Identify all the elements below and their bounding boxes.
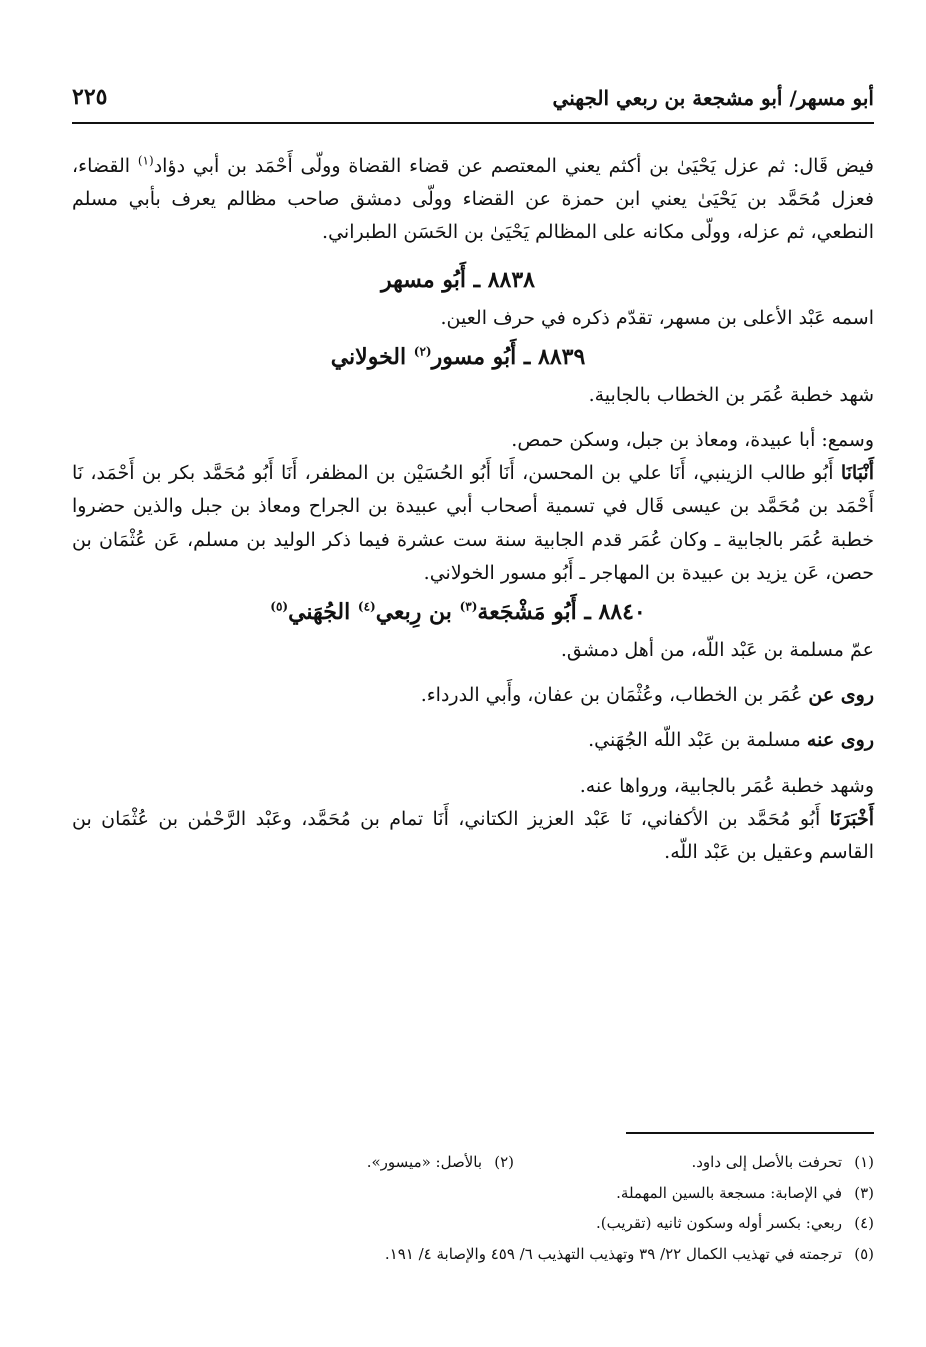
isnad-keyword: أَنْبَانَا: [840, 462, 874, 485]
entry-8839-line1: شهد خطبة عُمَر بن الخطاب بالجابية.: [588, 383, 874, 406]
footnote-2: (٢) بالأصل: «ميسور».: [366, 1153, 514, 1171]
footnote-ref: (٤): [357, 599, 376, 614]
footnote-5: (٥) ترجمته في تهذيب الكمال ٢٢/ ٣٩ وتهذيب التهذيب ٦/ ٤٥٩ والإصابة ٤/ ١٩١.: [384, 1244, 874, 1263]
main-text: [72, 150, 874, 869]
running-title: أبو مسهر/ أبو مشجعة بن ربعي الجهني: [552, 86, 874, 110]
entry-title-8838: ٨٨٣٨ ـ أَبُو مسهر: [381, 266, 535, 293]
entry-title-part: بن رِبعي: [375, 599, 460, 626]
footnote-3: (٣) في الإصابة: مسجعة بالسين المهملة.: [616, 1183, 874, 1202]
narrated-by-keyword: روى عنه: [806, 729, 874, 752]
isnad-text: أَبُو طالب الزينبي، أَنَا علي بن المحسن، أَنَا أَبُو الحُسَيْن بن المظفر، أَنَا أَبُو مُحَمَّد بكر بن أَحْمَد، نَا أَحْمَد بن مُحَمَّد بن عيسى قَال في تسمية أصحاب أبي عبيدة بن الجراح ومعاذ بن جبل والذين حضروا خطبة عُمَر بالجابية ـ وكان عُمَر قدم الجابية سنة ست عشرة فيما ذكر الوليد بن مسلم، عَن عُثْمَان بن حصن، عَن يزيد بن عبيدة بن المهاجر ـ أَبُو مسور الخولاني.: [72, 462, 874, 584]
isnad-text: أَبُو مُحَمَّد بن الأكفاني، نَا عَبْد العزيز الكتاني، أَنَا تمام بن مُحَمَّد، وعَبْد الرَّحْمٰن بن عُثْمَان بن القاسم وعقيل بن عَبْد اللّه.: [72, 807, 874, 864]
footnote-ref: (٢): [413, 344, 432, 359]
intro-text: فيض قَال: ثم عزل يَحْيَىٰ بن أكثم يعني المعتصم عن قضاء القضاة وولّى أَحْمَد بن أبي دؤاد: [153, 155, 874, 177]
footnote-1: (١) تحرفت بالأصل إلى داود.: [691, 1153, 874, 1171]
narrated-from-keyword: روى عن: [808, 684, 874, 707]
entry-8840-line4: وشهد خطبة عُمَر بالجابية، ورواها عنه.: [579, 774, 874, 797]
entry-title-8839: [72, 335, 874, 379]
entry-8840-line1: عمّ مسلمة بن عَبْد اللّه، من أهل دمشق.: [560, 639, 874, 662]
page-header: [72, 82, 874, 124]
entry-title-part: ٨٨٣٩ ـ أَبُو مسور: [431, 343, 586, 370]
footnote-separator: [626, 1132, 874, 1134]
entry-8840-isnad: [72, 803, 874, 869]
footnote-ref: (٥): [270, 599, 289, 614]
footnote-ref: (١): [137, 153, 154, 168]
entry-8840-rawa-an: [72, 679, 874, 712]
entry-8839-line2: وسمع: أبا عبيدة، ومعاذ بن جبل، وسكن حمص.: [511, 429, 874, 452]
footnote-4: (٤) ربعي: بكسر أوله وسكون ثانيه (تقريب).: [596, 1214, 874, 1232]
entry-8840-rawa-anhu: [72, 724, 874, 757]
isnad-keyword: أَخْبَرَنَا: [829, 807, 874, 830]
footnotes: [72, 1147, 874, 1269]
narrated-from-text: عُمَر بن الخطاب، وعُثْمَان بن عفان، وأَبي الدرداء.: [420, 684, 809, 707]
entry-title-part: الجُهَني: [288, 599, 358, 626]
entry-title-part: ٨٨٤٠ ـ أَبُو مَشْجَعة: [477, 599, 646, 626]
page-number: ٢٢٥: [72, 84, 108, 110]
entry-title-8840: [72, 590, 874, 634]
intro-paragraph: [72, 150, 874, 250]
narrated-by-text: مسلمة بن عَبْد اللّه الجُهَني.: [588, 729, 807, 752]
entry-8838-text: اسمه عَبْد الأعلى بن مسهر، تقدّم ذكره في حرف العين.: [440, 306, 874, 329]
entry-8839-isnad: [72, 457, 874, 590]
intro-text-rest: القضاء، فعزل مُحَمَّد بن يَحْيَىٰ يعني ابن حمزة عن القضاء وولّى دمشق صاحب مظالم يعرف بأبي مسلم النطعي، ثم عزله، وولّى مكانه على المظالم يَحْيَىٰ بن الحَسَن الطبراني.: [72, 155, 874, 244]
entry-title-part: الخولاني: [330, 343, 414, 370]
footnote-ref: (٣): [459, 599, 478, 614]
